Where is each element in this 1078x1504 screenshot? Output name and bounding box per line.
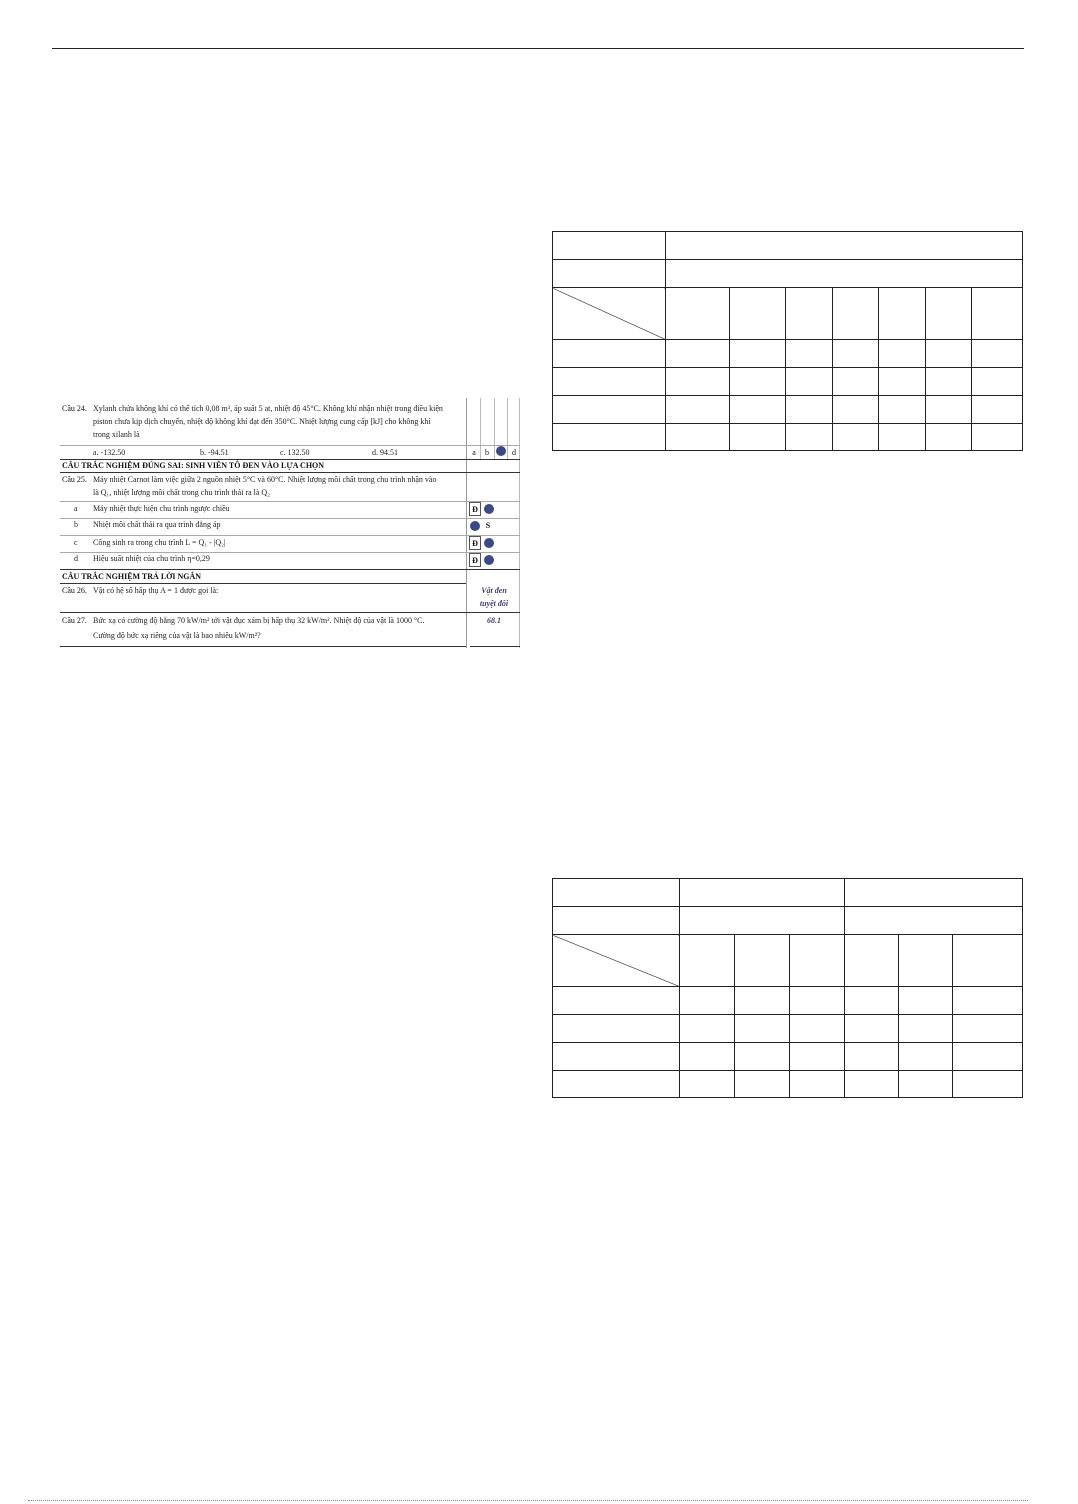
grid-cell [953, 1071, 1023, 1098]
grid-cell [926, 368, 972, 396]
grid-cell [972, 368, 1023, 396]
grid-cell [786, 288, 833, 340]
grid-cell [845, 907, 1023, 935]
grid-cell [790, 987, 845, 1015]
grid-cell [666, 424, 730, 451]
grid-cell [735, 935, 790, 987]
item-text: Nhiệt môi chất thải ra qua trình đẳng áp [93, 520, 221, 529]
grid-cell [833, 424, 879, 451]
grid-cell [790, 1015, 845, 1043]
grid-cell [553, 1043, 680, 1071]
grid-cell [953, 987, 1023, 1015]
grid-cell [786, 424, 833, 451]
filled-bubble-icon [470, 521, 480, 531]
grid-cell [735, 1015, 790, 1043]
grid-cell [786, 340, 833, 368]
grid-cell [972, 424, 1023, 451]
grid-cell [879, 396, 926, 424]
grid-cell [553, 340, 666, 368]
grid-cell [680, 879, 845, 907]
grid-cell [953, 1043, 1023, 1071]
question-text: piston chưa kịp dịch chuyển, nhiệt độ không khí đạt đến 350°C. Nhiệt lượng cung cấp [kJ] cho không khí [93, 417, 431, 426]
grid-cell [553, 424, 666, 451]
mark-box: S [485, 521, 491, 530]
question-text: Máy nhiệt Carnot làm việc giữa 2 nguồn nhiệt 5°C và 60°C. Nhiệt lượng môi chất trong chu trình nhận vào [93, 475, 437, 484]
grid-cell [666, 288, 730, 340]
grid-cell [730, 340, 786, 368]
grid-cell [666, 340, 730, 368]
section-divider [470, 646, 520, 647]
item-text: Công sinh ra trong chu trình L = Q₁ - |Q₂| [93, 538, 226, 547]
grid-cell [845, 1043, 899, 1071]
grid-cell [553, 368, 666, 396]
grid-cell [845, 1015, 899, 1043]
exam-snippet [60, 398, 520, 648]
grid-cell [735, 987, 790, 1015]
grid-cell [680, 1015, 735, 1043]
answer-letter-d: d [512, 448, 516, 457]
grid-cell [790, 935, 845, 987]
filled-bubble-icon [484, 555, 494, 565]
item-key: b [74, 520, 78, 529]
grid-cell [786, 396, 833, 424]
short-answer: 68.1 [487, 616, 501, 625]
grid-cell [833, 288, 879, 340]
option-d: d. 94.51 [372, 448, 398, 457]
row-divider [60, 535, 520, 536]
grid-cell [899, 1043, 953, 1071]
question-number: Câu 25. [62, 475, 87, 484]
item-key: c [74, 538, 78, 547]
item-key: a [74, 504, 78, 513]
answer-col-divider [466, 398, 467, 648]
grid-cell [680, 935, 735, 987]
row-divider [60, 501, 520, 502]
grid-cell [833, 368, 879, 396]
grid-cell [845, 879, 1023, 907]
grid-cell [845, 935, 899, 987]
filled-bubble-icon [496, 446, 506, 456]
answer-letter-a: a [472, 448, 476, 457]
question-text: là Q₁, nhiệt lượng môi chất trong chu trình thải ra là Q₂ [93, 488, 270, 497]
grid-cell [953, 1015, 1023, 1043]
grid-cell [735, 1043, 790, 1071]
grid-cell [553, 907, 680, 935]
grid-cell [553, 987, 680, 1015]
grid-cell [972, 288, 1023, 340]
section-heading: CÂU TRẮC NGHIỆM TRẢ LỜI NGẮN [62, 572, 202, 581]
answer-letter-b: b [485, 448, 489, 457]
grid-cell [879, 368, 926, 396]
grid-cell [680, 907, 845, 935]
grid-cell [730, 368, 786, 396]
grid-line [494, 398, 495, 460]
grid-cell [666, 368, 730, 396]
question-number: Câu 27. [62, 616, 87, 625]
section-divider [60, 472, 520, 473]
question-number: Câu 26. [62, 586, 87, 595]
grid-cell [666, 396, 730, 424]
grid-cell [899, 935, 953, 987]
question-number: Câu 24. [62, 404, 87, 413]
filled-bubble-icon [484, 504, 494, 514]
answer-grid-table-1 [552, 231, 1023, 451]
item-text: Hiệu suất nhiệt của chu trình η=0,29 [93, 554, 210, 563]
header-rule [52, 48, 1024, 49]
footer-dotted-rule [28, 1500, 1028, 1501]
short-answer: tuyệt đối [479, 599, 509, 608]
grid-cell [735, 1071, 790, 1098]
item-key: d [74, 554, 78, 563]
question-text: trong xilanh là [93, 430, 140, 439]
section-heading: CÂU TRẮC NGHIỆM ĐÚNG SAI: SINH VIÊN TÔ ĐEN VÀO LỰA CHỌN [62, 461, 325, 470]
grid-cell [899, 1071, 953, 1098]
grid-cell [879, 424, 926, 451]
grid-cell [553, 260, 666, 288]
grid-cell [786, 368, 833, 396]
grid-cell [833, 340, 879, 368]
grid-line [519, 398, 520, 648]
mark-box: Đ [469, 502, 481, 516]
row-divider [60, 552, 520, 553]
diagonal-header-cell [553, 935, 680, 987]
grid-cell [833, 396, 879, 424]
answer-grid-table-2 [552, 878, 1023, 1098]
grid-cell [680, 1043, 735, 1071]
grid-cell [953, 935, 1023, 987]
grid-cell [553, 879, 680, 907]
grid-cell [899, 987, 953, 1015]
option-b: b. -94.51 [200, 448, 229, 457]
grid-cell [972, 396, 1023, 424]
row-divider [60, 518, 520, 519]
grid-cell [926, 340, 972, 368]
grid-cell [730, 424, 786, 451]
section-divider [60, 583, 466, 584]
mark-box: Đ [469, 553, 481, 567]
grid-cell [845, 1071, 899, 1098]
question-text: Cường độ bức xạ riêng của vật là bao nhiêu kW/m²? [93, 631, 261, 640]
grid-cell [926, 288, 972, 340]
grid-cell [879, 340, 926, 368]
grid-cell [553, 1015, 680, 1043]
grid-cell [972, 340, 1023, 368]
row-divider [60, 445, 520, 446]
item-text: Máy nhiệt thực hiện chu trình ngược chiều [93, 504, 230, 513]
grid-cell [899, 1015, 953, 1043]
section-divider [60, 612, 520, 613]
grid-cell [879, 288, 926, 340]
grid-cell [926, 424, 972, 451]
diagonal-header-cell [553, 288, 666, 340]
grid-cell [553, 1071, 680, 1098]
question-text: Bức xạ có cường độ bằng 70 kW/m² tới vật đục xám bị hấp thụ 32 kW/m². Nhiệt độ của vật là 1000 °C. [93, 616, 425, 625]
grid-cell [730, 396, 786, 424]
section-divider [60, 646, 466, 647]
grid-cell [680, 1071, 735, 1098]
grid-cell [680, 987, 735, 1015]
grid-cell [666, 232, 1023, 260]
mark-box: Đ [469, 536, 481, 550]
grid-cell [790, 1043, 845, 1071]
question-text: Xylanh chứa không khí có thể tích 0,08 m³, áp suất 5 at, nhiệt độ 45°C. Không khí nhận nhiệt trong điều kiện [93, 404, 443, 413]
option-c: c. 132.50 [280, 448, 310, 457]
grid-cell [666, 260, 1023, 288]
grid-cell [553, 396, 666, 424]
section-divider [60, 569, 520, 570]
grid-cell [730, 288, 786, 340]
question-text: Vật có hệ số hấp thụ A = 1 được gọi là: [93, 586, 219, 595]
option-a: a. -132.50 [93, 448, 126, 457]
grid-cell [926, 396, 972, 424]
grid-cell [553, 232, 666, 260]
grid-cell [790, 1071, 845, 1098]
short-answer: Vật đen [481, 586, 507, 595]
section-divider [60, 459, 520, 460]
filled-bubble-icon [484, 538, 494, 548]
grid-cell [845, 987, 899, 1015]
